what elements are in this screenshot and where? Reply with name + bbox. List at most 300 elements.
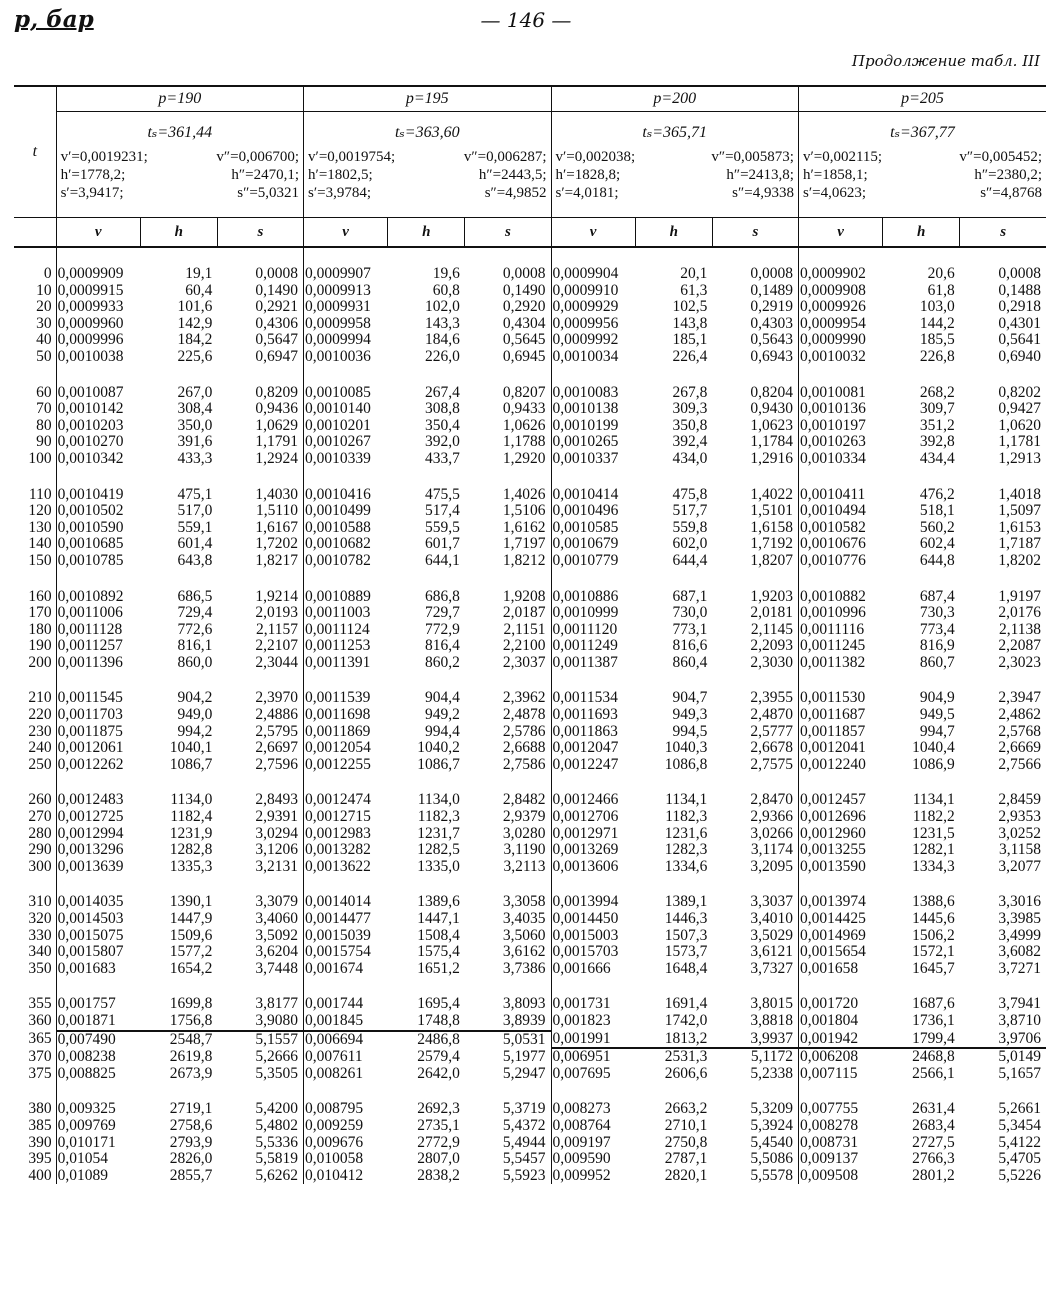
- temperature-cell: 310: [28, 893, 52, 911]
- enthalpy-cell: 1334,3: [912, 857, 955, 875]
- specific-volume-cell: 0,0011545: [56, 690, 140, 707]
- specific-volume-cell: 0,0010999: [551, 605, 635, 622]
- specific-volume-cell: 0,0010036: [304, 349, 388, 366]
- specific-volume-cell: 0,0013606: [551, 859, 635, 876]
- saturation-temperature: tₛ=361,44: [147, 124, 213, 141]
- entropy-cell: 1,6167: [255, 518, 299, 536]
- temperature-cell: 365: [28, 1030, 52, 1048]
- enthalpy-cell: 1506,2: [912, 926, 955, 944]
- specific-volume-cell: 0,0011003: [304, 605, 388, 622]
- saturation-block-0: [56, 112, 303, 218]
- enthalpy-cell: 1134,1: [665, 791, 708, 809]
- enthalpy-cell: 143,3: [424, 314, 460, 332]
- specific-volume-cell: 0,0012994: [56, 826, 140, 843]
- entropy-cell: 1,8202: [998, 551, 1041, 569]
- entropy-cell: 0,1488: [998, 281, 1041, 299]
- specific-volume-cell: 0,001720: [798, 996, 882, 1013]
- entropy-cell: 2,7596: [255, 755, 299, 773]
- specific-volume-cell: 0,001683: [56, 961, 140, 978]
- enthalpy-cell: 103,0: [919, 298, 955, 316]
- entropy-cell: 1,5101: [750, 502, 793, 520]
- entropy-cell: 1,4030: [255, 485, 299, 503]
- enthalpy-cell: 185,5: [919, 331, 955, 349]
- specific-volume-cell: 0,0013590: [798, 859, 882, 876]
- specific-volume-cell: 0,007611: [304, 1048, 388, 1066]
- entropy-cell: 2,3044: [255, 653, 299, 671]
- enthalpy-cell: 904,4: [424, 689, 460, 707]
- entropy-cell: 0,8202: [998, 383, 1041, 401]
- entropy-cell: 1,0629: [255, 416, 299, 434]
- enthalpy-cell: 1687,6: [912, 995, 955, 1013]
- temperature-cell: 60: [36, 383, 52, 401]
- specific-volume-cell: 0,0010083: [551, 385, 635, 402]
- table-row: [14, 349, 1046, 366]
- enthalpy-cell: 773,4: [919, 620, 955, 638]
- entropy-cell: 2,3037: [502, 653, 546, 671]
- enthalpy-cell: 309,7: [919, 400, 955, 418]
- specific-volume-cell: 0,0009902: [798, 266, 882, 283]
- entropy-cell: 1,2913: [998, 449, 1041, 467]
- table-row: [14, 487, 1046, 504]
- specific-volume-cell: 0,008278: [798, 1118, 882, 1135]
- specific-volume-cell: 0,0013639: [56, 859, 140, 876]
- specific-volume-cell: 0,0010034: [551, 349, 635, 366]
- specific-volume-cell: 0,0012706: [551, 809, 635, 826]
- specific-volume-cell: 0,0012960: [798, 826, 882, 843]
- enthalpy-cell: 350,0: [177, 416, 213, 434]
- temperature-cell: 110: [28, 485, 52, 503]
- table-row: [14, 385, 1046, 402]
- entropy-cell: 1,1784: [750, 433, 793, 451]
- specific-volume-cell: 0,0011128: [56, 622, 140, 639]
- specific-volume-cell: 0,0010886: [551, 589, 635, 606]
- specific-volume-cell: 0,0012061: [56, 740, 140, 757]
- entropy-cell: 2,8459: [998, 791, 1041, 809]
- enthalpy-cell: 816,9: [919, 637, 955, 655]
- enthalpy-cell: 1572,1: [912, 943, 955, 961]
- entropy-cell: 5,3924: [750, 1116, 793, 1134]
- entropy-cell: 3,7941: [998, 995, 1041, 1013]
- specific-volume-cell: 0,0011382: [798, 655, 882, 672]
- saturation-property: v″=0,006700;: [216, 149, 300, 165]
- specific-volume-cell: 0,0010996: [798, 605, 882, 622]
- entropy-cell: 1,7197: [502, 535, 546, 553]
- saturation-property: v′=0,0019231;: [60, 149, 148, 165]
- specific-volume-cell: 0,007695: [551, 1066, 635, 1083]
- enthalpy-cell: 1446,3: [664, 910, 708, 927]
- specific-volume-cell: 0,0011391: [304, 655, 388, 672]
- table-row: [14, 1151, 1046, 1168]
- enthalpy-cell: 994,4: [424, 722, 460, 740]
- enthalpy-cell: 1282,5: [417, 841, 460, 859]
- entropy-cell: 2,4878: [502, 706, 546, 724]
- entropy-cell: 3,6121: [750, 943, 793, 961]
- entropy-cell: 1,1781: [998, 433, 1041, 451]
- specific-volume-cell: 0,0012483: [56, 792, 140, 809]
- specific-volume-cell: 0,01054: [56, 1151, 140, 1168]
- temperature-cell: 240: [28, 739, 52, 757]
- specific-volume-cell: 0,0011539: [304, 690, 388, 707]
- specific-volume-cell: 0,001674: [304, 961, 388, 978]
- specific-volume-cell: 0,008273: [551, 1101, 635, 1118]
- entropy-cell: 2,5777: [750, 722, 793, 740]
- specific-volume-cell: 0,0010892: [56, 589, 140, 606]
- saturation-property: h′=1858,1;: [802, 167, 868, 183]
- subheader-h: h: [388, 218, 465, 248]
- specific-volume-cell: 0,0009931: [304, 299, 388, 316]
- entropy-cell: 2,9353: [998, 808, 1041, 826]
- enthalpy-cell: 559,1: [177, 518, 213, 536]
- entropy-cell: 3,3037: [750, 893, 793, 911]
- entropy-cell: 3,8818: [750, 1012, 793, 1030]
- t-subheader-blank: [14, 218, 56, 248]
- specific-volume-cell: 0,0010685: [56, 536, 140, 553]
- entropy-cell: 3,1206: [255, 841, 299, 859]
- enthalpy-cell: 434,0: [672, 449, 708, 467]
- entropy-cell: 5,4540: [750, 1133, 793, 1151]
- saturation-property: h″=2413,8;: [726, 167, 794, 183]
- enthalpy-cell: 1134,1: [912, 791, 955, 809]
- specific-volume-cell: 0,010171: [56, 1135, 140, 1152]
- saturation-properties: [799, 148, 1046, 202]
- entropy-cell: 3,1174: [750, 841, 793, 859]
- temperature-cell: 70: [36, 400, 52, 418]
- enthalpy-cell: 517,0: [177, 502, 213, 520]
- entropy-cell: 0,0008: [998, 265, 1041, 282]
- temperature-cell: 230: [28, 722, 52, 740]
- table-row: [14, 638, 1046, 655]
- enthalpy-cell: 559,5: [424, 518, 460, 536]
- entropy-cell: 3,8093: [502, 995, 546, 1013]
- specific-volume-cell: 0,0010585: [551, 520, 635, 537]
- saturation-property: h″=2380,2;: [974, 167, 1042, 183]
- specific-volume-cell: 0,0010416: [304, 487, 388, 504]
- enthalpy-cell: 1282,3: [664, 841, 708, 859]
- specific-volume-cell: 0,0010199: [551, 418, 635, 435]
- enthalpy-cell: 2772,9: [417, 1133, 460, 1151]
- temperature-cell: 270: [28, 808, 52, 826]
- entropy-cell: 2,8482: [502, 791, 546, 809]
- table-row: [14, 283, 1046, 300]
- saturation-block-2: [551, 112, 798, 218]
- enthalpy-cell: 1575,4: [417, 943, 460, 961]
- entropy-cell: 0,2921: [255, 298, 299, 316]
- entropy-cell: 2,6669: [998, 739, 1041, 757]
- specific-volume-cell: 0,0011124: [304, 622, 388, 639]
- enthalpy-cell: 2807,0: [417, 1150, 460, 1168]
- enthalpy-cell: 391,6: [177, 433, 213, 451]
- entropy-cell: 3,7327: [750, 959, 793, 977]
- entropy-cell: 0,6945: [502, 347, 546, 365]
- group-spacer: [14, 570, 1046, 589]
- specific-volume-cell: 0,0013269: [551, 842, 635, 859]
- specific-volume-cell: 0,0009996: [56, 332, 140, 349]
- specific-volume-cell: 0,0015003: [551, 928, 635, 945]
- specific-volume-cell: 0,0009909: [56, 266, 140, 283]
- specific-volume-cell: 0,0010502: [56, 503, 140, 520]
- entropy-cell: 5,1557: [255, 1030, 299, 1048]
- entropy-cell: 2,7575: [750, 755, 793, 773]
- entropy-cell: 1,6153: [998, 518, 1041, 536]
- specific-volume-cell: 0,0010270: [56, 434, 140, 451]
- entropy-cell: 2,0176: [998, 604, 1041, 622]
- enthalpy-cell: 1577,2: [169, 943, 213, 961]
- subheader-h: h: [635, 218, 712, 248]
- entropy-cell: 0,8204: [750, 383, 793, 401]
- saturation-property: v″=0,005873;: [711, 149, 794, 165]
- saturation-property: h′=1802,5;: [308, 167, 373, 183]
- enthalpy-cell: 730,0: [672, 604, 708, 622]
- entropy-cell: 3,9706: [960, 1031, 1046, 1049]
- enthalpy-cell: 2468,8: [912, 1048, 955, 1066]
- temperature-cell: 140: [28, 535, 52, 553]
- enthalpy-cell: 816,6: [672, 637, 708, 655]
- specific-volume-cell: 0,0015075: [56, 928, 140, 945]
- enthalpy-cell: 226,4: [672, 347, 708, 365]
- temperature-cell: 355: [28, 995, 52, 1013]
- enthalpy-cell: 772,9: [424, 620, 460, 638]
- entropy-cell: 0,9433: [502, 400, 546, 418]
- temperature-cell: 340: [28, 943, 52, 961]
- specific-volume-cell: 0,0011249: [551, 638, 635, 655]
- enthalpy-cell: 308,8: [424, 400, 460, 418]
- entropy-cell: 3,5092: [255, 926, 299, 944]
- enthalpy-cell: 1736,1: [912, 1012, 955, 1030]
- specific-volume-cell: 0,0014035: [56, 894, 140, 911]
- entropy-cell: 1,9214: [255, 587, 299, 605]
- enthalpy-cell: 2826,0: [169, 1150, 213, 1168]
- specific-volume-cell: 0,0010087: [56, 385, 140, 402]
- entropy-cell: 2,3955: [750, 689, 793, 707]
- entropy-cell: 3,7271: [998, 959, 1041, 977]
- specific-volume-cell: 0,0015703: [551, 944, 635, 961]
- specific-volume-cell: 0,0009958: [304, 316, 388, 333]
- entropy-cell: 2,6697: [255, 739, 299, 757]
- enthalpy-cell: 1134,0: [417, 791, 460, 809]
- entropy-cell: 2,4870: [750, 706, 793, 724]
- temperature-cell: 330: [28, 926, 52, 944]
- subheader-s: s: [960, 218, 1046, 248]
- specific-volume-cell: 0,0009960: [56, 316, 140, 333]
- specific-volume-cell: 0,0010032: [798, 349, 882, 366]
- table-row: [14, 911, 1046, 928]
- temperature-cell: 80: [36, 416, 52, 434]
- temperature-cell: 180: [28, 620, 52, 638]
- subheader-v: v: [56, 218, 140, 248]
- specific-volume-cell: 0,0012054: [304, 740, 388, 757]
- saturation-property: h″=2443,5;: [478, 167, 547, 183]
- entropy-cell: 0,6943: [750, 347, 793, 365]
- specific-volume-cell: 0,009590: [551, 1151, 635, 1168]
- entropy-cell: 3,9080: [217, 1013, 303, 1031]
- entropy-cell: 3,3079: [255, 893, 299, 911]
- specific-volume-cell: 0,001823: [551, 1013, 635, 1031]
- enthalpy-cell: 2820,1: [664, 1166, 708, 1184]
- enthalpy-cell: 267,0: [177, 383, 213, 401]
- enthalpy-cell: 1389,6: [417, 893, 460, 911]
- specific-volume-cell: 0,0011120: [551, 622, 635, 639]
- enthalpy-cell: 644,1: [424, 551, 460, 569]
- pressure-unit-label: p, бар: [14, 6, 94, 33]
- entropy-cell: 3,8015: [750, 995, 793, 1013]
- specific-volume-cell: 0,0012983: [304, 826, 388, 843]
- entropy-cell: 2,9366: [750, 808, 793, 826]
- enthalpy-cell: 729,4: [177, 604, 213, 622]
- specific-volume-cell: 0,0010882: [798, 589, 882, 606]
- specific-volume-cell: 0,0010582: [798, 520, 882, 537]
- entropy-cell: 0,1489: [750, 281, 793, 299]
- enthalpy-cell: 1699,8: [169, 995, 213, 1013]
- entropy-cell: 5,1977: [502, 1047, 546, 1065]
- specific-volume-cell: 0,007115: [798, 1066, 882, 1083]
- enthalpy-cell: 1651,2: [417, 959, 460, 977]
- specific-volume-cell: 0,0011396: [56, 655, 140, 672]
- entropy-cell: 1,8207: [750, 551, 793, 569]
- entropy-cell: 0,6940: [998, 347, 1041, 365]
- enthalpy-cell: 1182,3: [665, 808, 708, 826]
- specific-volume-cell: 0,0010499: [304, 503, 388, 520]
- specific-volume-cell: 0,0010263: [798, 434, 882, 451]
- specific-volume-cell: 0,0010414: [551, 487, 635, 504]
- specific-volume-cell: 0,0012047: [551, 740, 635, 757]
- specific-volume-cell: 0,0011006: [56, 605, 140, 622]
- enthalpy-cell: 351,2: [919, 416, 955, 434]
- entropy-cell: 3,6082: [998, 943, 1041, 961]
- table-row: [14, 451, 1046, 468]
- specific-volume-cell: 0,0010676: [798, 536, 882, 553]
- specific-volume-cell: 0,0012696: [798, 809, 882, 826]
- enthalpy-cell: 1445,6: [912, 910, 955, 927]
- entropy-cell: 5,1657: [998, 1064, 1041, 1082]
- table-row: [14, 1013, 1046, 1031]
- enthalpy-cell: 1645,7: [912, 959, 955, 977]
- specific-volume-cell: 0,0010337: [551, 451, 635, 468]
- enthalpy-cell: 61,8: [927, 281, 955, 299]
- saturation-block-1: [304, 112, 551, 218]
- enthalpy-cell: 144,2: [919, 314, 955, 332]
- entropy-cell: 2,1157: [255, 620, 299, 638]
- entropy-cell: 3,8177: [255, 995, 299, 1013]
- specific-volume-cell: 0,006951: [551, 1048, 635, 1066]
- entropy-cell: 5,5457: [502, 1150, 546, 1168]
- entropy-cell: 0,5645: [502, 331, 546, 349]
- enthalpy-cell: 816,1: [177, 637, 213, 655]
- enthalpy-cell: 20,1: [680, 265, 708, 282]
- enthalpy-cell: 1691,4: [664, 995, 708, 1013]
- specific-volume-cell: 0,010412: [304, 1168, 388, 1185]
- entropy-cell: 0,4303: [750, 314, 793, 332]
- specific-volume-cell: 0,008795: [304, 1101, 388, 1118]
- entropy-cell: 2,0193: [255, 604, 299, 622]
- entropy-cell: 2,9379: [502, 808, 546, 826]
- entropy-cell: 2,1145: [750, 620, 793, 638]
- entropy-cell: 1,4018: [998, 485, 1041, 503]
- table-row: [14, 928, 1046, 945]
- enthalpy-cell: 267,8: [672, 383, 708, 401]
- enthalpy-cell: 602,4: [919, 535, 955, 553]
- enthalpy-cell: 1509,6: [169, 926, 213, 944]
- entropy-cell: 3,3058: [502, 893, 546, 911]
- specific-volume-cell: 0,0011869: [304, 724, 388, 741]
- subheader-h: h: [140, 218, 217, 248]
- enthalpy-cell: 225,6: [177, 347, 213, 365]
- entropy-cell: 3,5029: [750, 926, 793, 944]
- specific-volume-cell: 0,009952: [551, 1168, 635, 1185]
- entropy-cell: 2,1151: [503, 620, 546, 638]
- saturation-temperature: tₛ=365,71: [642, 124, 708, 141]
- entropy-cell: 2,9391: [255, 808, 299, 826]
- entropy-cell: 1,0626: [502, 416, 546, 434]
- entropy-cell: 3,0280: [502, 824, 546, 842]
- specific-volume-cell: 0,001991: [551, 1031, 635, 1049]
- specific-volume-cell: 0,0013622: [304, 859, 388, 876]
- entropy-cell: 3,0252: [998, 824, 1041, 842]
- enthalpy-cell: 1799,4: [883, 1031, 960, 1049]
- temperature-cell: 260: [28, 791, 52, 809]
- specific-volume-cell: 0,0012247: [551, 757, 635, 774]
- t-column-header: t: [14, 86, 56, 218]
- saturation-property: v′=0,0019754;: [308, 149, 396, 165]
- table-row: [14, 826, 1046, 843]
- entropy-cell: 2,0187: [502, 604, 546, 622]
- enthalpy-cell: 268,2: [919, 383, 955, 401]
- entropy-cell: 1,0623: [750, 416, 793, 434]
- entropy-cell: 0,5641: [998, 331, 1041, 349]
- entropy-cell: 5,5336: [255, 1133, 299, 1151]
- pressure-header-205: p=205: [798, 86, 1046, 112]
- enthalpy-cell: 2673,9: [169, 1064, 213, 1082]
- specific-volume-cell: 0,0010419: [56, 487, 140, 504]
- enthalpy-cell: 1335,3: [169, 857, 213, 875]
- pressure-header-195: p=195: [304, 86, 551, 112]
- specific-volume-cell: 0,009769: [56, 1118, 140, 1135]
- enthalpy-cell: 1695,4: [417, 995, 460, 1013]
- enthalpy-cell: 994,5: [672, 722, 708, 740]
- entropy-cell: 3,9937: [712, 1031, 798, 1049]
- enthalpy-cell: 226,0: [424, 347, 460, 365]
- temperature-cell: 380: [28, 1100, 52, 1118]
- entropy-cell: 2,3023: [998, 653, 1041, 671]
- enthalpy-cell: 1040,2: [417, 739, 460, 757]
- enthalpy-cell: 686,8: [424, 587, 460, 605]
- table-row: [14, 996, 1046, 1013]
- table-row: [14, 332, 1046, 349]
- specific-volume-cell: 0,0010339: [304, 451, 388, 468]
- entropy-cell: 5,2338: [750, 1064, 793, 1082]
- enthalpy-cell: 773,1: [672, 620, 708, 638]
- enthalpy-cell: 475,8: [672, 485, 708, 503]
- specific-volume-cell: 0,0010203: [56, 418, 140, 435]
- entropy-cell: 2,0181: [750, 604, 793, 622]
- temperature-cell: 10: [36, 281, 52, 299]
- entropy-cell: 3,4035: [502, 910, 546, 927]
- enthalpy-cell: 101,6: [177, 298, 213, 316]
- enthalpy-cell: 949,5: [919, 706, 955, 724]
- table-row: [14, 1048, 1046, 1066]
- enthalpy-cell: 518,1: [919, 502, 955, 520]
- entropy-cell: 0,5647: [255, 331, 299, 349]
- specific-volume-cell: 0,006694: [304, 1031, 388, 1049]
- temperature-cell: 170: [28, 604, 52, 622]
- enthalpy-cell: 1648,4: [664, 959, 708, 977]
- specific-volume-cell: 0,0010342: [56, 451, 140, 468]
- specific-volume-cell: 0,0012466: [551, 792, 635, 809]
- specific-volume-cell: 0,008731: [798, 1135, 882, 1152]
- entropy-cell: 1,9197: [998, 587, 1041, 605]
- saturation-property: v′=0,002038;: [555, 149, 636, 165]
- group-spacer: [14, 468, 1046, 487]
- entropy-cell: 5,4802: [255, 1116, 299, 1134]
